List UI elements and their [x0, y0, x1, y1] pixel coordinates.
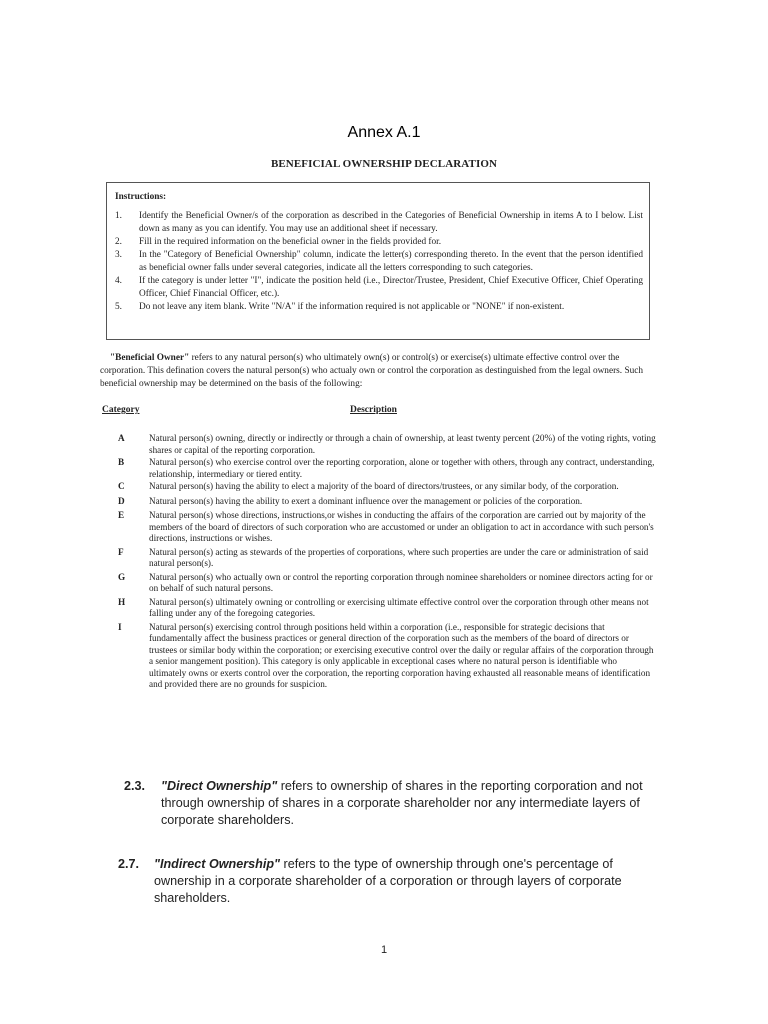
- category-description: Natural person(s) having the ability to elect a majority of the board of directors/trustees, or any similar body, of the corporation.: [149, 481, 619, 491]
- category-letter: H: [118, 596, 126, 607]
- category-row: [116, 622, 656, 691]
- indirect-ownership-section: [118, 856, 648, 907]
- category-letter: D: [118, 495, 125, 506]
- category-description: Natural person(s) exercising control through positions held within a corporation (i.e., responsible for strategic decisions that fundamentally affect the business practices or general direction of the corporation such as the members of the board of directors or trustees or similar body within the corporation; or exercising executive control over the daily or regular affairs of the corporation through a senior mangement position). This category is only applicable in exceptional cases where no natural person is identifiable who ultimately owns or exerts control over the corporation, the reporting corporation having exhausted all reasonable means of identification and provided there are no grounds for suspicion.: [149, 621, 654, 689]
- category-letter: B: [118, 457, 125, 467]
- category-letter: A: [118, 433, 125, 443]
- direct-ownership-section: [124, 778, 654, 829]
- instruction-item: [115, 301, 643, 314]
- instruction-text: Identify the Beneficial Owner/s of the corporation as described in the Categories of Beneficial Ownership in items A to I below. List down as many as you can identify. You may use an additional sheet if necessary.: [139, 211, 643, 234]
- instruction-number: 1.: [115, 211, 122, 221]
- declaration-title: BENEFICIAL OWNERSHIP DECLARATION: [270, 158, 498, 170]
- category-description: Natural person(s) acting as stewards of the properties of corporations, where such properties are under the care or administration of said natural person(s).: [149, 546, 649, 568]
- category-letter: E: [118, 510, 125, 520]
- category-description: Natural person(s) having the ability to exert a dominant influence over the management or policies of the corporation.: [149, 495, 583, 506]
- category-row: [116, 597, 656, 620]
- category-letter: G: [118, 571, 126, 582]
- category-row: [116, 496, 656, 508]
- definition-term: "Beneficial Owner": [110, 353, 190, 363]
- category-description: Natural person(s) owning, directly or indirectly or through a chain of ownership, at least twenty percent (20%) of the voting rights, voting shares or capital of the reporting corporation.: [149, 433, 656, 455]
- page-number: 1: [380, 944, 388, 956]
- instruction-item: [115, 210, 643, 236]
- category-description: Natural person(s) whose directions, instructions,or wishes in conducting the affairs of the corporation are carried out by majority of the members of the board of directors of such corporation who are accustomed or under an obligation to act in accordance with such person's directions, instructions or wishes.: [149, 510, 654, 543]
- section-term: "Direct Ownership": [161, 779, 278, 793]
- instruction-text: If the category is under letter "I", indicate the position held (i.e., Director/Trustee, President, Chief Executive Officer, Chief Operating Officer, Chief Financial Officer, etc.).: [139, 276, 643, 299]
- definition-text: refers to any natural person(s) who ultimately own(s) or control(s) or exercise(s) ultimate effective control over the corporation. This defination covers the natural person(s) who actualy own or control the corporation as destinguished from the legal owners. Such beneficial ownership may be determined on the basis of the following:: [100, 353, 644, 389]
- section-text: refers to the type of ownership through one's percentage of ownership in a corporate shareholder of a corporation or through layers of corporate shareholders.: [154, 857, 622, 905]
- category-row: [116, 547, 656, 570]
- instructions-heading: Instructions:: [115, 192, 167, 202]
- instruction-number: 2.: [115, 237, 122, 247]
- category-row: [116, 433, 656, 456]
- section-number: 2.7.: [118, 857, 140, 871]
- category-row: [116, 572, 656, 595]
- annex-title: Annex A.1: [347, 124, 421, 141]
- instruction-text: Do not leave any item blank. Write "N/A" if the information required is not applicable or "NONE" if non-existent.: [139, 302, 565, 312]
- section-number: 2.3.: [124, 779, 146, 793]
- category-description: Natural person(s) who actually own or control the reporting corporation through nominee shareholders or nominee directors acting for or on behalf of such natural persons.: [149, 571, 653, 593]
- instruction-item: [115, 249, 643, 275]
- section-term: "Indirect Ownership": [154, 857, 281, 871]
- category-letter: C: [118, 481, 125, 491]
- category-description: Natural person(s) who exercise control over the reporting corporation, alone or together with others, through any contract, understanding, relationship, intermediary or tiered entity.: [149, 457, 655, 479]
- category-letter: F: [118, 546, 124, 557]
- section-text: refers to ownership of shares in the reporting corporation and not through ownership of shares in a corporate shareholder nor any intermediate layers of corporate shareholders.: [161, 779, 643, 827]
- instruction-number: 3.: [115, 250, 122, 260]
- description-column-header: Description: [350, 405, 397, 415]
- category-list: [116, 433, 656, 691]
- category-description: Natural person(s) ultimately owning or controlling or exercising ultimate effective control over the corporation through other means not falling under any of the foregoing categories.: [149, 596, 649, 618]
- beneficial-owner-definition: [100, 352, 660, 391]
- category-row: [116, 457, 656, 480]
- category-row: [116, 510, 656, 545]
- category-row: [116, 481, 656, 493]
- instructions-box: [106, 182, 650, 340]
- category-letter: I: [118, 621, 122, 632]
- instruction-item: [115, 275, 643, 301]
- category-column-header: Category: [102, 405, 140, 415]
- instruction-number: 4.: [115, 276, 122, 286]
- instruction-text: Fill in the required information on the beneficial owner in the fields provided for.: [139, 237, 442, 247]
- instruction-text: In the "Category of Beneficial Ownership" column, indicate the letter(s) corresponding thereto. In the event that the person identified as beneficial owner falls under several categories, indicate all the letters corresponding to such categories.: [139, 250, 643, 273]
- instruction-item: [115, 236, 643, 249]
- instruction-number: 5.: [115, 302, 122, 312]
